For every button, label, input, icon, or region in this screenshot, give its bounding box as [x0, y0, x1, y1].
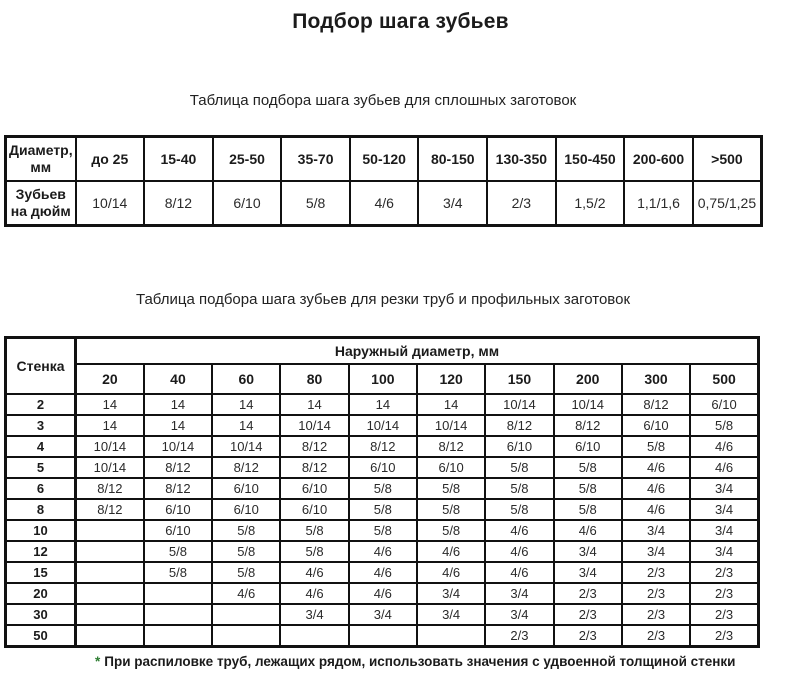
pitch-value-cell: 2/3: [622, 604, 690, 625]
pitch-value-cell: 5/8: [554, 478, 622, 499]
pitch-value-cell: 14: [212, 415, 280, 436]
pitch-value-cell: 8/12: [417, 436, 485, 457]
pitch-value-cell: 4/6: [417, 562, 485, 583]
pitch-value-cell: 3/4: [622, 520, 690, 541]
pitch-value-cell: 3/4: [690, 478, 758, 499]
pitch-value-cell: 4/6: [622, 478, 690, 499]
pipe-table-body: [6, 394, 759, 647]
pitch-value-cell: 6/10: [212, 499, 280, 520]
teeth-per-inch-value: 6/10: [213, 181, 282, 226]
pitch-value-cell: 6/10: [280, 478, 348, 499]
pitch-value-cell: 4/6: [212, 583, 280, 604]
diameter-range-header: 15-40: [144, 137, 213, 182]
pitch-value-cell: 5/8: [212, 541, 280, 562]
wall-thickness-value: 2: [6, 394, 76, 415]
pitch-value-cell: [76, 520, 144, 541]
pitch-value-cell: 6/10: [622, 415, 690, 436]
pitch-value-cell: 4/6: [280, 562, 348, 583]
pitch-value-cell: 5/8: [280, 541, 348, 562]
pitch-value-cell: 10/14: [485, 394, 553, 415]
pitch-value-cell: 4/6: [349, 583, 417, 604]
pitch-value-cell: 3/4: [690, 499, 758, 520]
diameter-range-header: 50-120: [350, 137, 419, 182]
pitch-value-cell: 5/8: [212, 562, 280, 583]
teeth-per-inch-label: Зубьев на дюйм: [6, 181, 76, 226]
teeth-per-inch-value: 8/12: [144, 181, 213, 226]
diameter-range-header: 35-70: [281, 137, 350, 182]
teeth-per-inch-value: 5/8: [281, 181, 350, 226]
footnote-asterisk: *: [95, 654, 101, 669]
wall-thickness-value: 50: [6, 625, 76, 647]
pitch-value-cell: 3/4: [485, 604, 553, 625]
pitch-value-cell: 6/10: [690, 394, 758, 415]
pitch-value-cell: 10/14: [76, 457, 144, 478]
footnote: [95, 654, 735, 669]
pitch-value-cell: 5/8: [349, 499, 417, 520]
pitch-value-cell: 5/8: [485, 478, 553, 499]
pipe-table-subtitle: Таблица подбора шага зубьев для резки труб и профильных заготовок: [135, 291, 631, 308]
pitch-value-cell: 5/8: [417, 478, 485, 499]
pitch-value-cell: 3/4: [417, 583, 485, 604]
pitch-value-cell: 6/10: [212, 478, 280, 499]
pitch-value-cell: 6/10: [349, 457, 417, 478]
diameter-range-header: 150-450: [556, 137, 625, 182]
pitch-value-cell: 3/4: [554, 562, 622, 583]
pipe-table-row: [6, 394, 759, 415]
pitch-value-cell: 4/6: [690, 436, 758, 457]
pitch-value-cell: 8/12: [485, 415, 553, 436]
wall-thickness-value: 12: [6, 541, 76, 562]
pipe-profile-table: [4, 336, 760, 648]
pipe-table-header-row-1: [6, 338, 759, 365]
diameter-range-header: >500: [693, 137, 762, 182]
pitch-value-cell: 2/3: [622, 562, 690, 583]
pitch-value-cell: 8/12: [76, 478, 144, 499]
teeth-per-inch-value: 0,75/1,25: [693, 181, 762, 226]
pitch-value-cell: 4/6: [690, 457, 758, 478]
pitch-value-cell: 8/12: [144, 478, 212, 499]
pitch-value-cell: [144, 604, 212, 625]
wall-thickness-label: Стенка: [6, 338, 76, 395]
pitch-value-cell: [76, 541, 144, 562]
pitch-value-cell: 2/3: [622, 625, 690, 647]
pitch-value-cell: 2/3: [554, 604, 622, 625]
pitch-value-cell: 4/6: [280, 583, 348, 604]
pitch-value-cell: 8/12: [622, 394, 690, 415]
pitch-value-cell: [76, 583, 144, 604]
pitch-value-cell: 10/14: [280, 415, 348, 436]
pitch-value-cell: 8/12: [76, 499, 144, 520]
pitch-value-cell: 5/8: [349, 478, 417, 499]
pitch-value-cell: 2/3: [485, 625, 553, 647]
diameter-header: 200: [554, 364, 622, 394]
pitch-value-cell: 14: [349, 394, 417, 415]
pitch-value-cell: [280, 625, 348, 647]
pitch-value-cell: [212, 625, 280, 647]
pitch-value-cell: 14: [76, 394, 144, 415]
pitch-value-cell: 5/8: [485, 499, 553, 520]
pipe-table-row: [6, 541, 759, 562]
pitch-value-cell: 8/12: [212, 457, 280, 478]
pipe-table-row: [6, 415, 759, 436]
pitch-value-cell: 5/8: [417, 520, 485, 541]
pitch-value-cell: 10/14: [76, 436, 144, 457]
pitch-value-cell: 5/8: [690, 415, 758, 436]
pitch-value-cell: 4/6: [554, 520, 622, 541]
teeth-per-inch-value: 1,1/1,6: [624, 181, 693, 226]
pitch-value-cell: 3/4: [622, 541, 690, 562]
diameter-header: 300: [622, 364, 690, 394]
pitch-value-cell: 3/4: [280, 604, 348, 625]
diameter-range-header: 130-350: [487, 137, 556, 182]
teeth-per-inch-value: 1,5/2: [556, 181, 625, 226]
wall-thickness-value: 8: [6, 499, 76, 520]
footnote-text: При распиловке труб, лежащих рядом, использовать значения с удвоенной толщиной стенки: [104, 654, 736, 669]
wall-thickness-value: 20: [6, 583, 76, 604]
solid-table-header-row: [6, 137, 762, 182]
pitch-value-cell: 5/8: [554, 457, 622, 478]
pitch-value-cell: [76, 604, 144, 625]
pitch-value-cell: 2/3: [554, 625, 622, 647]
pitch-value-cell: [417, 625, 485, 647]
pitch-value-cell: [144, 583, 212, 604]
pitch-value-cell: 4/6: [485, 541, 553, 562]
pitch-value-cell: 4/6: [349, 562, 417, 583]
outer-diameter-label: Наружный диаметр, мм: [76, 338, 759, 365]
pipe-table-row: [6, 457, 759, 478]
pipe-table-row: [6, 604, 759, 625]
pitch-value-cell: 3/4: [690, 520, 758, 541]
pitch-value-cell: 6/10: [417, 457, 485, 478]
pitch-value-cell: 14: [76, 415, 144, 436]
pitch-value-cell: 4/6: [622, 499, 690, 520]
pitch-value-cell: [212, 604, 280, 625]
pitch-value-cell: 14: [144, 415, 212, 436]
pitch-value-cell: 6/10: [280, 499, 348, 520]
pitch-value-cell: 8/12: [554, 415, 622, 436]
pitch-value-cell: 4/6: [417, 541, 485, 562]
pitch-value-cell: 14: [280, 394, 348, 415]
pitch-value-cell: 8/12: [349, 436, 417, 457]
pitch-value-cell: 5/8: [485, 457, 553, 478]
pitch-value-cell: 4/6: [485, 520, 553, 541]
pipe-table-row: [6, 520, 759, 541]
teeth-per-inch-value: 10/14: [76, 181, 145, 226]
pitch-value-cell: 3/4: [485, 583, 553, 604]
pipe-table-row: [6, 562, 759, 583]
wall-thickness-value: 5: [6, 457, 76, 478]
diameter-header: 60: [212, 364, 280, 394]
wall-thickness-value: 15: [6, 562, 76, 583]
pitch-value-cell: 3/4: [349, 604, 417, 625]
pitch-value-cell: 6/10: [144, 499, 212, 520]
pitch-value-cell: [76, 625, 144, 647]
wall-thickness-value: 6: [6, 478, 76, 499]
pitch-value-cell: 3/4: [690, 541, 758, 562]
pitch-value-cell: 4/6: [622, 457, 690, 478]
pitch-value-cell: 5/8: [144, 562, 212, 583]
pitch-value-cell: 5/8: [212, 520, 280, 541]
pipe-table-row: [6, 625, 759, 647]
pitch-value-cell: 10/14: [554, 394, 622, 415]
pitch-value-cell: 5/8: [554, 499, 622, 520]
pitch-value-cell: 6/10: [554, 436, 622, 457]
wall-thickness-value: 10: [6, 520, 76, 541]
solid-stock-table: [4, 135, 763, 227]
pitch-value-cell: 14: [417, 394, 485, 415]
solid-table-subtitle: Таблица подбора шага зубьев для сплошных заготовок: [189, 92, 577, 109]
pitch-value-cell: 10/14: [144, 436, 212, 457]
teeth-per-inch-value: 4/6: [350, 181, 419, 226]
pitch-value-cell: 4/6: [349, 541, 417, 562]
wall-thickness-value: 30: [6, 604, 76, 625]
pitch-value-cell: 5/8: [349, 520, 417, 541]
pipe-table-row: [6, 583, 759, 604]
pitch-value-cell: [349, 625, 417, 647]
pitch-value-cell: 8/12: [280, 457, 348, 478]
diameter-header: 150: [485, 364, 553, 394]
diameter-range-header: 25-50: [213, 137, 282, 182]
pitch-value-cell: [76, 562, 144, 583]
diameter-range-header: до 25: [76, 137, 145, 182]
diameter-header: 20: [76, 364, 144, 394]
solid-table-value-row: [6, 181, 762, 226]
pitch-value-cell: 14: [144, 394, 212, 415]
pipe-table-header-row-2: [6, 364, 759, 394]
diameter-header: 40: [144, 364, 212, 394]
pitch-value-cell: 4/6: [485, 562, 553, 583]
diameter-range-header: 200-600: [624, 137, 693, 182]
pipe-table-row: [6, 478, 759, 499]
diameter-header: 100: [349, 364, 417, 394]
pitch-value-cell: 6/10: [144, 520, 212, 541]
diameter-header: 80: [280, 364, 348, 394]
pitch-value-cell: 5/8: [280, 520, 348, 541]
pitch-value-cell: 2/3: [690, 604, 758, 625]
pitch-value-cell: 2/3: [690, 583, 758, 604]
diameter-corner-label: Диаметр, мм: [6, 137, 76, 182]
pitch-value-cell: 8/12: [144, 457, 212, 478]
pitch-value-cell: 10/14: [417, 415, 485, 436]
teeth-per-inch-value: 2/3: [487, 181, 556, 226]
teeth-per-inch-value: 3/4: [418, 181, 487, 226]
diameter-range-header: 80-150: [418, 137, 487, 182]
pitch-value-cell: 2/3: [690, 625, 758, 647]
wall-thickness-value: 4: [6, 436, 76, 457]
pitch-value-cell: 10/14: [212, 436, 280, 457]
pitch-value-cell: 6/10: [485, 436, 553, 457]
pitch-value-cell: 2/3: [622, 583, 690, 604]
pitch-value-cell: 5/8: [144, 541, 212, 562]
diameter-header: 500: [690, 364, 758, 394]
pitch-value-cell: [144, 625, 212, 647]
pitch-value-cell: 14: [212, 394, 280, 415]
pitch-value-cell: 2/3: [690, 562, 758, 583]
pipe-table-row: [6, 436, 759, 457]
wall-thickness-value: 3: [6, 415, 76, 436]
pitch-value-cell: 5/8: [417, 499, 485, 520]
pitch-value-cell: 2/3: [554, 583, 622, 604]
pipe-table-row: [6, 499, 759, 520]
pitch-value-cell: 8/12: [280, 436, 348, 457]
pitch-value-cell: 3/4: [417, 604, 485, 625]
pitch-value-cell: 10/14: [349, 415, 417, 436]
pitch-value-cell: 3/4: [554, 541, 622, 562]
diameter-header: 120: [417, 364, 485, 394]
page-title: Подбор шага зубьев: [292, 10, 509, 33]
pitch-value-cell: 5/8: [622, 436, 690, 457]
